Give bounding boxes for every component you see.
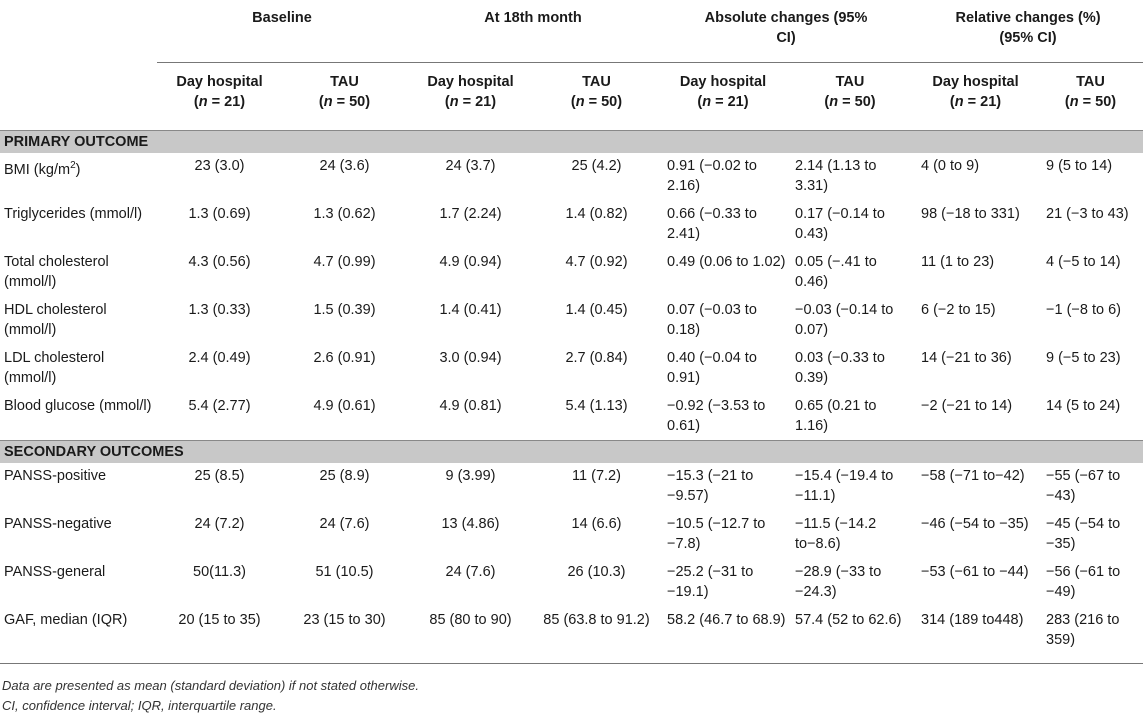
- table-cell: 2.6 (0.91): [313, 349, 376, 366]
- table-cell: −46 (−54 to −35): [921, 516, 1029, 532]
- table-cell: 0.07 (−0.03 to 0.18): [667, 301, 757, 338]
- table-cell: −15.3 (−21 to −9.57): [667, 468, 754, 504]
- table-row: [0, 559, 1143, 607]
- table-cell: 1.5 (0.39): [313, 301, 376, 318]
- table-cell: −55 (−67 to −43): [1046, 468, 1121, 504]
- table-cell: 283 (216 to 359): [1038, 607, 1143, 663]
- table-row: [0, 511, 1143, 559]
- table-cell: 98 (−18 to 331): [921, 205, 1020, 222]
- col-18m-tau: TAU (n = 50): [534, 62, 659, 130]
- table-cell: 25 (8.5): [194, 468, 245, 484]
- table-cell: 9 (3.99): [445, 468, 496, 484]
- table-row: [0, 153, 1143, 201]
- table-cell: 0.03 (−0.33 to 0.39): [795, 349, 885, 386]
- table-cell: 24 (3.7): [445, 157, 496, 174]
- group-header-row: [0, 0, 1143, 62]
- table-cell: 0.66 (−0.33 to 2.41): [667, 205, 757, 242]
- row-label: PANSS-positive: [4, 468, 107, 484]
- section-secondary: SECONDARY OUTCOMES: [0, 441, 1143, 464]
- table-cell: 58.2 (46.7 to 68.9): [659, 607, 787, 663]
- table-cell: 51 (10.5): [315, 564, 374, 580]
- table-cell: 85 (80 to 90): [407, 607, 534, 663]
- table-cell: 11 (1 to 23): [921, 253, 995, 270]
- table-cell: −45 (−54 to −35): [1046, 516, 1121, 552]
- table-cell: 0.40 (−0.04 to 0.91): [667, 349, 757, 386]
- table-row: [0, 393, 1143, 441]
- table-cell: 0.17 (−0.14 to 0.43): [795, 205, 885, 242]
- table-cell: −1 (−8 to 6): [1046, 301, 1121, 318]
- group-relative-changes: Relative changes (%) (95% CI): [955, 10, 1101, 46]
- col-baseline-tau: TAU (n = 50): [282, 62, 407, 130]
- table-cell: −58 (−71 to−42): [921, 468, 1025, 484]
- table-cell: 50(11.3): [193, 564, 246, 580]
- table-cell: 57.4 (52 to 62.6): [787, 607, 913, 663]
- group-absolute-changes: Absolute changes (95% CI): [704, 10, 868, 46]
- row-label: LDL cholesterol (mmol/l): [4, 349, 105, 386]
- table-cell: −11.5 (−14.2 to−8.6): [795, 516, 877, 552]
- table-row: [0, 607, 1143, 663]
- table-cell: 4.9 (0.81): [439, 397, 502, 414]
- row-label: PANSS-general: [4, 564, 106, 580]
- table-cell: 9 (−5 to 23): [1046, 349, 1121, 366]
- table-cell: 314 (189 to448): [913, 607, 1038, 663]
- table-cell: 4.9 (0.94): [439, 253, 502, 270]
- group-baseline: Baseline: [252, 10, 312, 26]
- stub-header: [0, 0, 157, 62]
- row-label: HDL cholesterol (mmol/l): [4, 301, 107, 338]
- row-label: Total cholesterol (mmol/l): [4, 253, 109, 290]
- table-cell: 4.3 (0.56): [188, 253, 251, 270]
- table-cell: 0.91 (−0.02 to 2.16): [667, 157, 757, 194]
- table-row: [0, 463, 1143, 511]
- table-cell: 4.9 (0.61): [313, 397, 376, 414]
- table-cell: 13 (4.86): [441, 516, 500, 532]
- table-cell: 1.4 (0.82): [565, 205, 628, 222]
- table-row: [0, 345, 1143, 393]
- table-cell: 24 (3.6): [319, 157, 370, 174]
- table-cell: 21 (−3 to 43): [1046, 205, 1129, 222]
- col-abs-day: Day hospital (n = 21): [659, 62, 787, 130]
- row-label: PANSS-negative: [4, 516, 112, 532]
- table-cell: 2.14 (1.13 to 3.31): [795, 157, 877, 194]
- table-cell: 24 (7.2): [194, 516, 245, 532]
- table-cell: 85 (63.8 to 91.2): [534, 607, 659, 663]
- table-cell: 11 (7.2): [572, 468, 621, 484]
- table-cell: −56 (−61 to −49): [1046, 564, 1121, 600]
- table-cell: −15.4 (−19.4 to −11.1): [795, 468, 894, 504]
- table-cell: 2.4 (0.49): [188, 349, 251, 366]
- col-18m-day: Day hospital (n = 21): [407, 62, 534, 130]
- group-18th-month: At 18th month: [484, 10, 582, 26]
- footnote-1: Data are presented as mean (standard deviation) if not stated otherwise.: [2, 678, 419, 693]
- table-cell: −2 (−21 to 14): [921, 397, 1013, 414]
- table-cell: 9 (5 to 14): [1046, 157, 1113, 174]
- table-cell: 26 (10.3): [567, 564, 626, 580]
- table-cell: 0.49 (0.06 to 1.02): [667, 253, 786, 270]
- table-cell: 5.4 (2.77): [188, 397, 251, 414]
- table-cell: −10.5 (−12.7 to −7.8): [667, 516, 766, 552]
- table-cell: 0.65 (0.21 to 1.16): [795, 397, 877, 434]
- table-cell: 25 (8.9): [319, 468, 370, 484]
- table-cell: 5.4 (1.13): [565, 397, 628, 414]
- row-label: GAF, median (IQR): [0, 607, 157, 663]
- sub-header-row: [0, 62, 1143, 130]
- table-cell: 23 (15 to 30): [282, 607, 407, 663]
- row-label: BMI $(kg/m^2)$: [4, 159, 81, 178]
- table-cell: 23 (3.0): [194, 157, 245, 174]
- col-rel-tau: TAU (n = 50): [1038, 62, 1143, 130]
- row-label: Triglycerides (mmol/l): [4, 205, 143, 222]
- table-cell: 25 (4.2): [571, 157, 622, 174]
- table-cell: 1.7 (2.24): [439, 205, 502, 222]
- table-cell: 4 (0 to 9): [921, 157, 980, 174]
- table-row: [0, 201, 1143, 249]
- table-row: [0, 249, 1143, 297]
- table-cell: 3.0 (0.94): [439, 349, 502, 366]
- table-cell: 1.3 (0.33): [188, 301, 251, 318]
- table-cell: −53 (−61 to −44): [921, 564, 1029, 580]
- table-cell: −0.03 (−0.14 to 0.07): [795, 301, 894, 338]
- table-cell: 1.3 (0.69): [188, 205, 251, 222]
- table-cell: 14 (−21 to 36): [921, 349, 1012, 366]
- table-cell: 4.7 (0.92): [565, 253, 628, 270]
- table-cell: −25.2 (−31 to −19.1): [667, 564, 754, 600]
- table-cell: −28.9 (−33 to −24.3): [795, 564, 882, 600]
- table-cell: 1.3 (0.62): [313, 205, 376, 222]
- table-cell: 14 (6.6): [571, 516, 622, 532]
- table-cell: 24 (7.6): [319, 516, 370, 532]
- col-rel-day: Day hospital (n = 21): [913, 62, 1038, 130]
- row-label: Blood glucose (mmol/l): [4, 397, 152, 414]
- table-cell: 20 (15 to 35): [157, 607, 282, 663]
- table-cell: 24 (7.6): [445, 564, 496, 580]
- table-row: [0, 297, 1143, 345]
- table-cell: −0.92 (−3.53 to 0.61): [667, 397, 766, 434]
- col-abs-tau: TAU (n = 50): [787, 62, 913, 130]
- table-cell: 1.4 (0.45): [565, 301, 628, 318]
- table-cell: 1.4 (0.41): [439, 301, 502, 318]
- table-cell: 2.7 (0.84): [565, 349, 628, 366]
- col-baseline-day: Day hospital (n = 21): [157, 62, 282, 130]
- footnote-2: CI, confidence interval; IQR, interquartile range.: [2, 698, 277, 713]
- table-cell: 4 (−5 to 14): [1046, 253, 1121, 270]
- table-cell: 4.7 (0.99): [313, 253, 376, 270]
- table-cell: 0.05 (−.41 to 0.46): [795, 253, 877, 290]
- table-cell: 14 (5 to 24): [1046, 397, 1121, 414]
- table-cell: 6 (−2 to 15): [921, 301, 996, 318]
- section-primary: PRIMARY OUTCOME: [0, 130, 1143, 153]
